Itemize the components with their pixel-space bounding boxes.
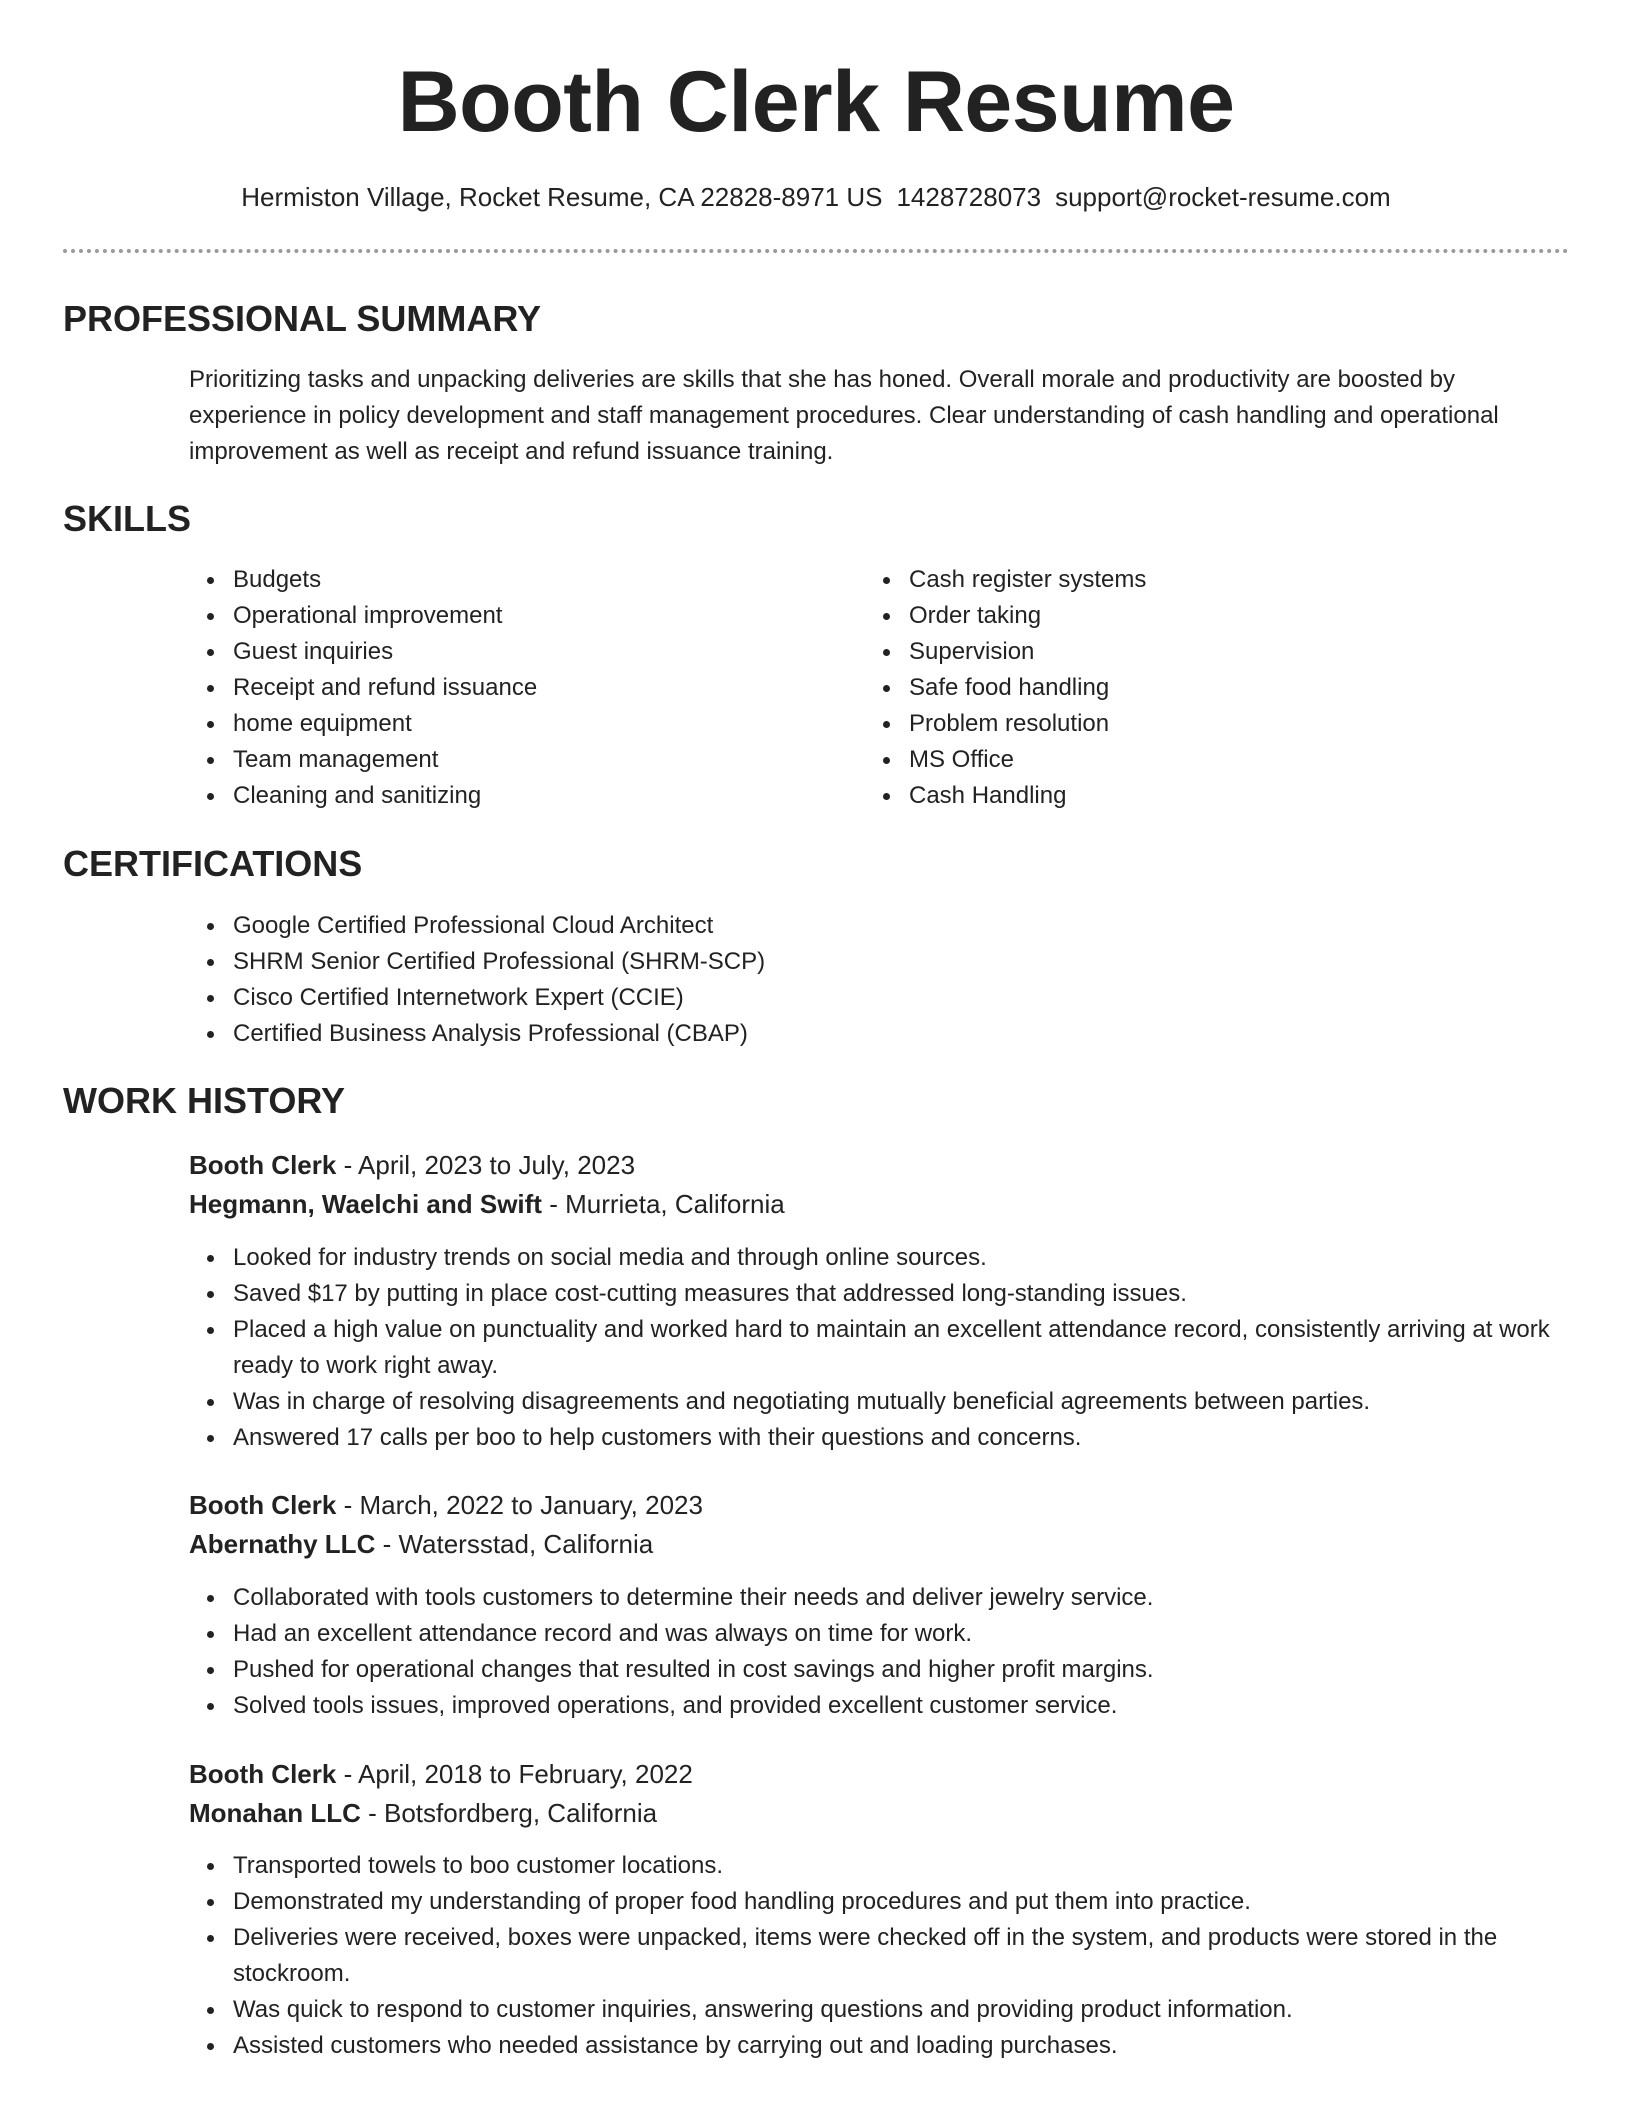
skill-item: Cleaning and sanitizing <box>189 778 789 814</box>
contact-email: support@rocket-resume.com <box>1055 182 1391 212</box>
job-location: - Murrieta, California <box>541 1189 785 1219</box>
skills-list-left <box>189 562 789 814</box>
job-bullets <box>189 1240 1569 1456</box>
skill-item: MS Office <box>865 742 1465 778</box>
skill-item: Budgets <box>189 562 789 598</box>
certification-item: Cisco Certified Internetwork Expert (CCIE) <box>189 980 1489 1016</box>
skills-heading: SKILLS <box>63 498 192 539</box>
skill-item: Operational improvement <box>189 598 789 634</box>
resume-title: Booth Clerk Resume <box>397 54 1235 150</box>
header-divider <box>63 249 1569 253</box>
work-history-heading: WORK HISTORY <box>63 1080 346 1121</box>
job-dates: - March, 2022 to January, 2023 <box>336 1490 703 1520</box>
job-bullets <box>189 1580 1569 1724</box>
job-company-line <box>189 1526 653 1562</box>
job-location: - Botsfordberg, California <box>360 1798 658 1828</box>
job-dates: - April, 2023 to July, 2023 <box>336 1150 636 1180</box>
skill-item: Safe food handling <box>865 670 1465 706</box>
contact-address: Hermiston Village, Rocket Resume, CA 22828-8971 US <box>241 182 883 212</box>
certification-item: Certified Business Analysis Professional (CBAP) <box>189 1016 1489 1052</box>
job-bullet: Demonstrated my understanding of proper food handling procedures and put them into practice. <box>189 1884 1569 1920</box>
job-bullet: Collaborated with tools customers to determine their needs and deliver jewelry service. <box>189 1580 1569 1616</box>
summary-heading: PROFESSIONAL SUMMARY <box>63 298 542 339</box>
job-title-line <box>189 1487 703 1523</box>
job-bullet: Transported towels to boo customer locations. <box>189 1848 1569 1884</box>
job-title-line <box>189 1756 693 1792</box>
contact-phone: 1428728073 <box>896 182 1042 212</box>
job-company: Abernathy LLC <box>189 1529 376 1559</box>
skill-item: Receipt and refund issuance <box>189 670 789 706</box>
job-bullet: Placed a high value on punctuality and worked hard to maintain an excellent attendance record, consistently arriving at work ready to work right away. <box>189 1312 1569 1384</box>
skill-item: Cash Handling <box>865 778 1465 814</box>
job-role: Booth Clerk <box>189 1490 337 1520</box>
skill-item: home equipment <box>189 706 789 742</box>
job-bullet: Assisted customers who needed assistance by carrying out and loading purchases. <box>189 2028 1569 2064</box>
job-role: Booth Clerk <box>189 1759 337 1789</box>
job-bullets <box>189 1848 1569 2064</box>
job-bullet: Saved $17 by putting in place cost-cutting measures that addressed long-standing issues. <box>189 1276 1569 1312</box>
job-role: Booth Clerk <box>189 1150 337 1180</box>
contact-line <box>0 181 1632 213</box>
job-bullet: Looked for industry trends on social media and through online sources. <box>189 1240 1569 1276</box>
job-dates: - April, 2018 to February, 2022 <box>336 1759 693 1789</box>
skill-item: Order taking <box>865 598 1465 634</box>
job-bullet: Solved tools issues, improved operations, and provided excellent customer service. <box>189 1688 1569 1724</box>
skill-item: Cash register systems <box>865 562 1465 598</box>
certifications-heading: CERTIFICATIONS <box>63 843 363 884</box>
skills-list-right <box>865 562 1465 814</box>
job-title-line <box>189 1147 635 1183</box>
summary-text: Prioritizing tasks and unpacking deliveries are skills that she has honed. Overall morale and productivity are boosted by experience in policy development and staff management procedures. Clear understanding of cash handling and operational improvement as well as receipt and refund issuance training. <box>189 366 1499 465</box>
job-company-line <box>189 1186 785 1222</box>
job-location: - Watersstad, California <box>375 1529 654 1559</box>
job-bullet: Pushed for operational changes that resulted in cost savings and higher profit margins. <box>189 1652 1569 1688</box>
job-company: Hegmann, Waelchi and Swift <box>189 1189 542 1219</box>
certification-item: Google Certified Professional Cloud Architect <box>189 908 1489 944</box>
job-bullet: Had an excellent attendance record and was always on time for work. <box>189 1616 1569 1652</box>
job-bullet: Deliveries were received, boxes were unpacked, items were checked off in the system, and products were stored in the stockroom. <box>189 1920 1569 1992</box>
skill-item: Problem resolution <box>865 706 1465 742</box>
job-bullet: Was quick to respond to customer inquiries, answering questions and providing product information. <box>189 1992 1569 2028</box>
job-bullet: Answered 17 calls per boo to help customers with their questions and concerns. <box>189 1420 1569 1456</box>
skill-item: Supervision <box>865 634 1465 670</box>
certifications-list <box>189 908 1489 1052</box>
certification-item: SHRM Senior Certified Professional (SHRM-SCP) <box>189 944 1489 980</box>
skill-item: Team management <box>189 742 789 778</box>
job-bullet: Was in charge of resolving disagreements and negotiating mutually beneficial agreements between parties. <box>189 1384 1569 1420</box>
job-company: Monahan LLC <box>189 1798 361 1828</box>
job-company-line <box>189 1795 657 1831</box>
skill-item: Guest inquiries <box>189 634 789 670</box>
